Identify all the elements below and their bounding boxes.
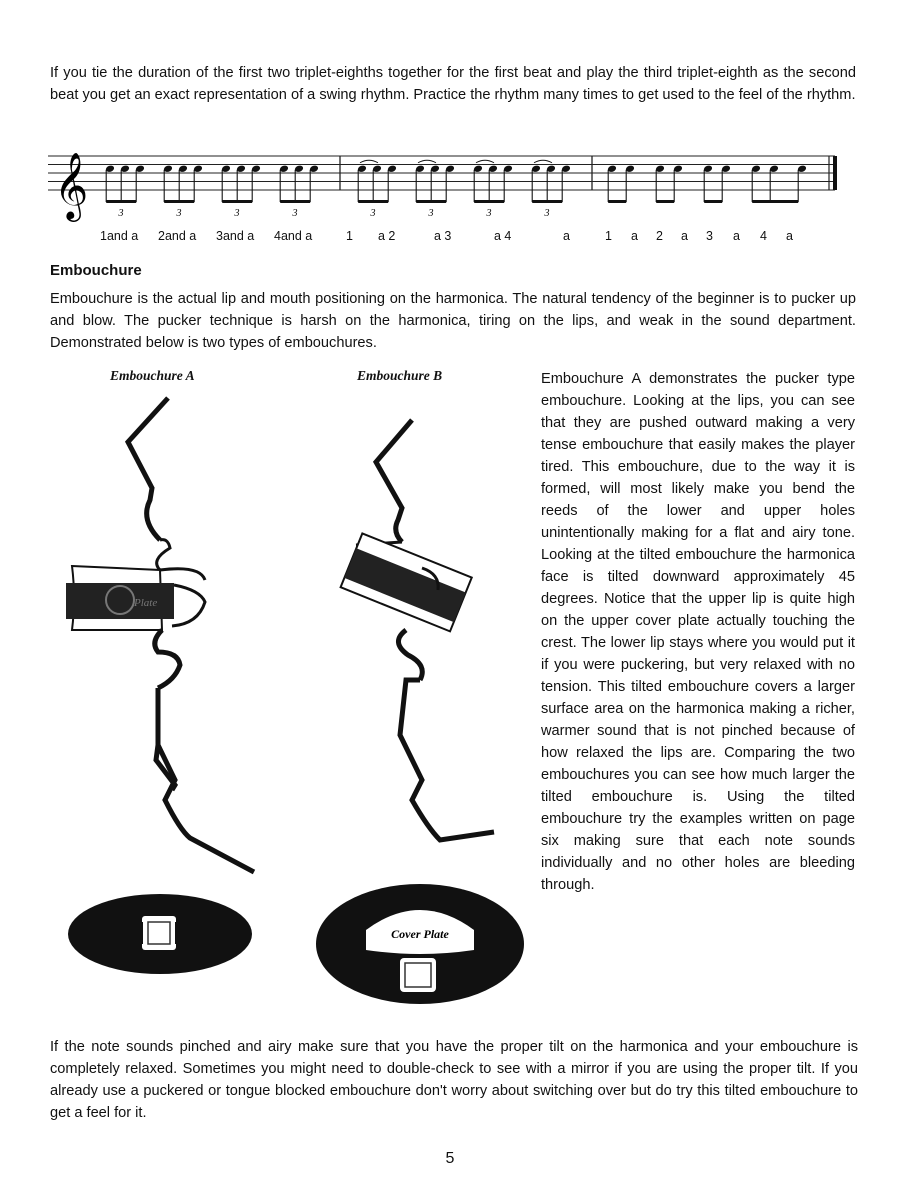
beam — [106, 200, 136, 203]
triplet-mark: 3 — [292, 208, 298, 219]
beam — [222, 200, 252, 203]
tie — [476, 160, 494, 163]
triplet-mark: 3 — [234, 208, 240, 219]
count-label: a — [563, 229, 570, 243]
beam — [656, 200, 674, 203]
count-label: a 2 — [378, 229, 396, 243]
caption-embouchure-a: Embouchure A — [110, 368, 195, 383]
beam — [704, 200, 722, 203]
count-label: 4and a — [274, 229, 313, 243]
count-label: a — [786, 229, 793, 243]
tie — [360, 160, 378, 163]
svg-text:Plate: Plate — [134, 597, 158, 609]
embouchure-b-front-view — [308, 878, 528, 1008]
beam — [608, 200, 626, 203]
count-label: a 4 — [494, 229, 512, 243]
count-label: 2 — [656, 229, 663, 243]
cover-plate-label: Cover Plate — [391, 927, 449, 941]
triplet-mark: 3 — [176, 208, 182, 219]
count-label: 3 — [706, 229, 713, 243]
beam — [416, 200, 446, 203]
count-label: 2and a — [158, 229, 197, 243]
closing-paragraph: If the note sounds pinched and airy make sure that you have the proper tilt on the harmonica and your embouchure is completely relaxed. Sometimes you might need to double-check to see with a mirror if you are using the proper tilt. If you already use a puckered or tongue blocked embouchure don't worry about switching over but do try this tilted embouchure to get a feel for it. — [50, 1039, 858, 1121]
beam — [280, 200, 310, 203]
caption-embouchure-b: Embouchure B — [357, 368, 443, 383]
triplet-mark: 3 — [544, 208, 550, 219]
count-label: a 3 — [434, 229, 452, 243]
embouchure-b-profile-illustration — [250, 380, 510, 860]
beam — [752, 200, 798, 203]
section-heading: Embouchure — [50, 262, 142, 279]
triplet-mark: 3 — [370, 208, 376, 219]
triplet-mark: 3 — [118, 208, 124, 219]
count-label: 3and a — [216, 229, 255, 243]
embouchure-a-front-view — [60, 886, 260, 986]
count-label: 1and a — [100, 229, 139, 243]
count-label: a — [733, 229, 740, 243]
embouchure-intro-paragraph: Embouchure is the actual lip and mouth positioning on the harmonica. The natural tendency of the beginner is to pucker up and blow. The pucker technique is harsh on the harmonica, tiring on the lips, and weak in the sound department. Demonstrated below is two types of embouchures. — [50, 291, 856, 351]
beam — [474, 200, 504, 203]
intro-paragraph: If you tie the duration of the first two triplet-eighths together for the first beat and play the third triplet-eighth as the second beat you get an exact representation of a swing rhythm. Practice the rhythm many times to get used to the feel of the rhythm. — [50, 65, 856, 103]
embouchure-description: Embouchure A demonstrates the pucker type embouchure. Looking at the lips, you can see that they are pushed outward making a very tense embouchure that easily makes the player tired. This embouchure, due to the way it is formed, will most likely make you bend the reeds of the lower and upper holes unintentionally making for a flat and airy tone. Looking at the tilted embouchure the harmonica face is tilted downward approximately 45 degrees. Notice that the upper lip is quite high on the upper cover plate actually touching the crest. The lower lip stays where you would put it if you were puckering, but very relaxed with no tension. This tilted embouchure covers a larger surface area on the harmonica making a richer, warmer sound that is not pinched because of how relaxed the lips are. Comparing the two embouchures you can see how much larger the tilted embouchure is. Using the tilted embouchure try the examples written on page six making sure that each note sounds individually and no other holes are bleeding through. — [541, 371, 855, 893]
treble-clef: 𝄞 — [54, 151, 89, 219]
count-label: 1 — [346, 229, 353, 243]
count-label: a — [631, 229, 638, 243]
beam — [358, 200, 388, 203]
rhythm-staff — [0, 0, 900, 240]
page-number: 5 — [445, 1150, 455, 1167]
triplet-mark: 3 — [486, 208, 492, 219]
tie — [534, 160, 552, 163]
beam — [164, 200, 194, 203]
triplet-mark: 3 — [428, 208, 434, 219]
tie — [418, 160, 436, 163]
count-label: 1 — [605, 229, 612, 243]
embouchure-a-profile-illustration — [0, 380, 260, 860]
count-label: a — [681, 229, 688, 243]
count-row — [100, 229, 820, 249]
count-label: 4 — [760, 229, 767, 243]
beam — [532, 200, 562, 203]
